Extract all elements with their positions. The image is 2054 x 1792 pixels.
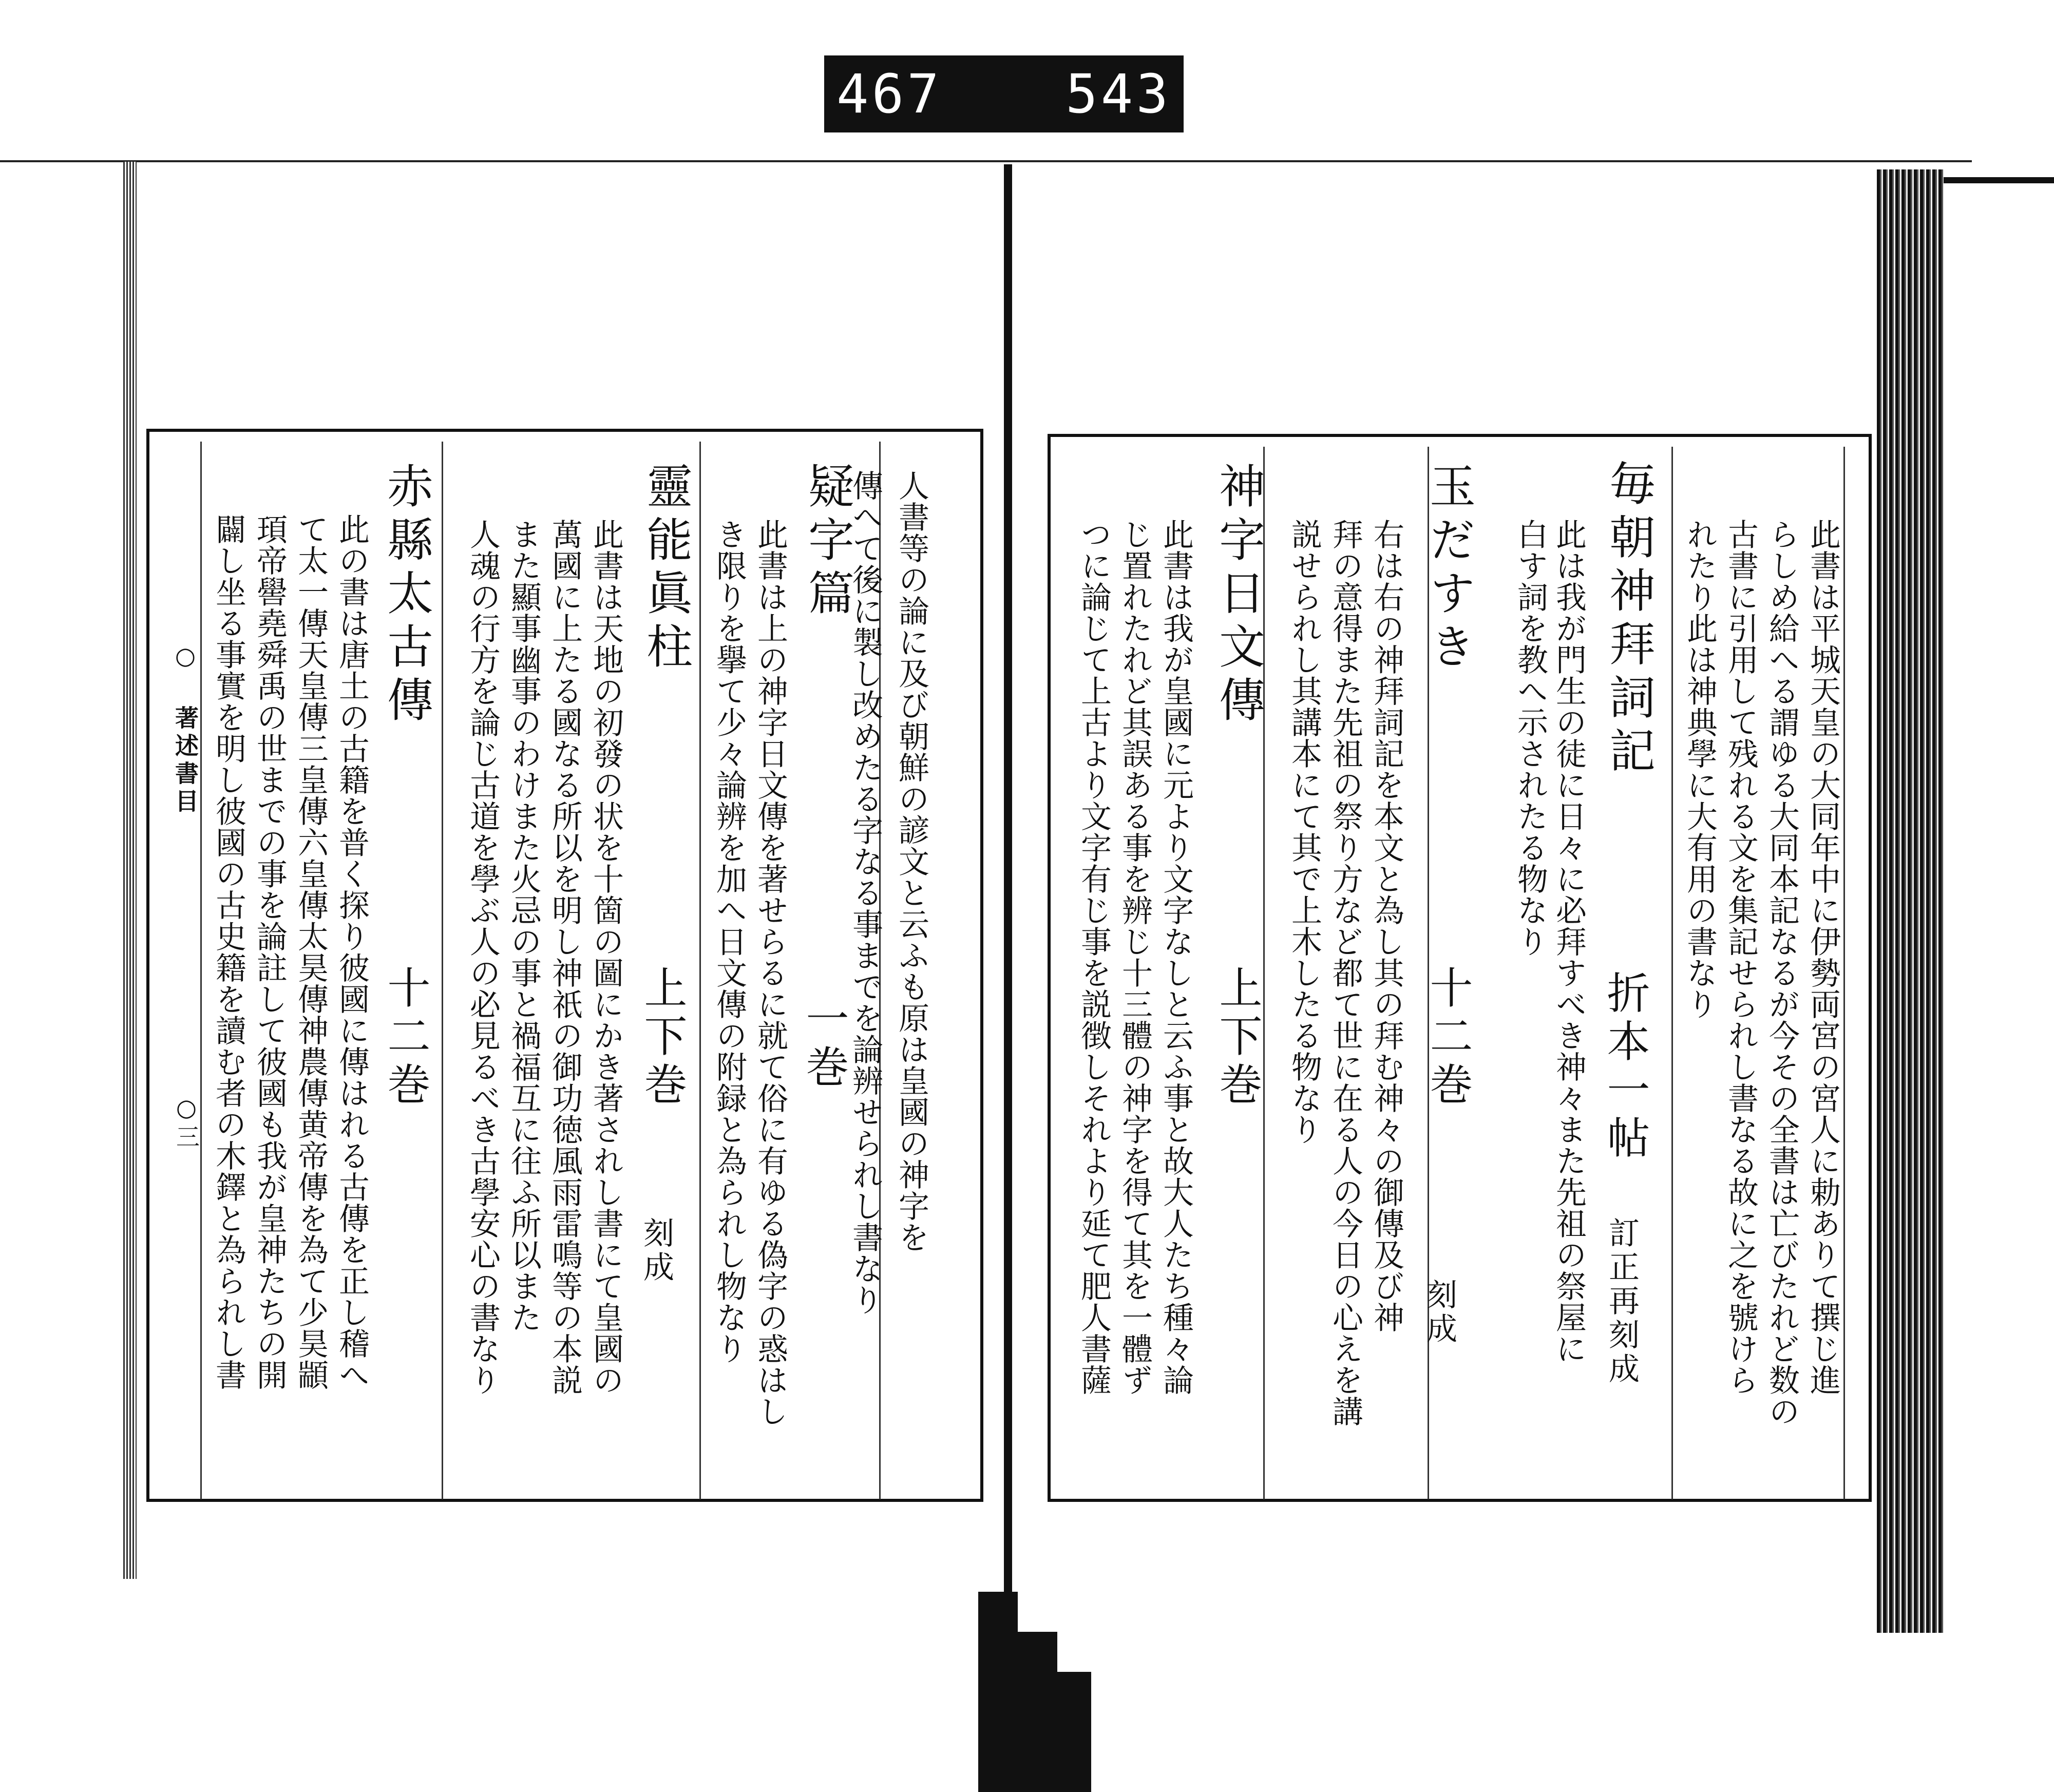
- volume-sekken-taikoden: 十二巻: [381, 965, 431, 1110]
- book-spine: [1004, 164, 1012, 1792]
- work-line: 白す詞を教へ示されたる物なり: [1512, 519, 1548, 957]
- work-title-gijihen: 疑字篇: [800, 462, 854, 622]
- work-title-shinji-hifumiden: 神字日文傳: [1211, 462, 1265, 729]
- status-tamanomihashira: 刻成: [638, 1217, 674, 1285]
- work-title-tamadasuki: 玉だすき: [1421, 462, 1475, 676]
- volume-shinji-hifumiden: 上下巻: [1212, 965, 1263, 1110]
- running-head: ○ 著述書目: [172, 642, 199, 816]
- top-rule-right: [1936, 177, 2054, 183]
- work-line: 此は我が門生の徒に日々に必拜すべき神々また先祖の祭屋に: [1551, 519, 1587, 1364]
- work-line: て太一傳天皇傳三皇傳六皇傳太昊傳神農傳黄帝傳を為て少昊顓: [293, 513, 329, 1390]
- work-title-sekken-taikoden: 赤縣太古傳: [379, 462, 433, 729]
- work-line: 萬國に上たる國なる所以を明し神祇の御功徳風雨雷鳴等の本説: [547, 519, 583, 1396]
- column-rule: [200, 442, 202, 1499]
- right-page-edge: [1877, 169, 1944, 1633]
- volume-gijihen: 一巻: [799, 996, 849, 1093]
- reel-number-right: 543: [1066, 63, 1171, 125]
- work-title-maichoshinpaishiki: 毎朝神拜詞記: [1601, 460, 1655, 780]
- work-title-tamanomihashira: 靈能眞柱: [638, 462, 692, 676]
- reel-label: [824, 55, 1184, 132]
- work-line: 右は右の神拜詞記を本文と為し其の拜む神々の御傳及び神: [1368, 519, 1404, 1333]
- volume-tamanomihashira: 上下巻: [637, 965, 688, 1110]
- work-line: じ置れたれど其誤ある事を辨じ十三體の神字を得て其を一體ず: [1117, 519, 1153, 1396]
- work-line: 拜の意得また先祖の祭り方など都て世に在る人の今日の心えを講: [1327, 519, 1363, 1427]
- work-line: 説せられし其講本にて其で上木したる物なり: [1286, 519, 1322, 1145]
- top-rule: [0, 160, 1972, 162]
- column-rule: [442, 442, 443, 1499]
- work-line: つに論じて上古より文字有じ事を説徴しそれより延て肥人書薩: [1076, 519, 1112, 1396]
- right-intro-line: 古書に引用して残れる文を集記せられし書なる故に之を號けら: [1723, 519, 1759, 1396]
- volume-tamadasuki: 十二巻: [1423, 965, 1473, 1110]
- status-tamadasuki: 刻成: [1421, 1279, 1457, 1346]
- spine-foot: [978, 1592, 1091, 1792]
- right-intro-line: 此書は平城天皇の大同年中に伊勢両宮の宮人に勅ありて撰じ進: [1805, 519, 1841, 1396]
- work-line: 人魂の行方を論じ古道を學ぶ人の必見るべき古學安心の書なり: [465, 519, 501, 1396]
- work-line: また顯事幽事のわけまた火忌の事と禍福互に往ふ所以また: [506, 519, 542, 1333]
- work-line: 此書は天地の初發の状を十箇の圖にかき著されし書にて皇國の: [588, 519, 624, 1396]
- left-page-edge: [123, 162, 137, 1579]
- right-intro-line: れたり此は神典學に大有用の書なり: [1682, 519, 1718, 1020]
- work-line: 闢し坐る事實を明し彼國の古史籍を讀む者の木鐸と為られし書: [211, 513, 246, 1390]
- left-intro-line: 傳へて後に製し改めたる字なる事までを論辨せられし書なり: [847, 470, 883, 1316]
- work-line: 頊帝嚳堯舜禹の世までの事を論註して彼國も我が皇神たちの開: [252, 513, 288, 1390]
- work-line: き限りを擧て少々論辨を加へ日文傳の附録と為られし物なり: [711, 519, 747, 1364]
- work-line: 此書は上の神字日文傳を著せらるに就て俗に有ゆる偽字の惑はし: [752, 519, 788, 1427]
- work-line: 此書は我が皇國に元より文字なしと云ふ事と故大人たち種々論: [1158, 519, 1194, 1396]
- status-maichoshinpaishiki: 訂正再刻成: [1604, 1217, 1640, 1386]
- volume-maichoshinpaishiki: 折本一帖: [1600, 970, 1650, 1164]
- column-rule: [1671, 447, 1673, 1499]
- reel-number-left: 467: [836, 63, 942, 125]
- work-line: 此の書は唐土の古籍を普く探り彼國に傳はれる古傳を正し稽へ: [334, 513, 370, 1390]
- column-rule: [699, 442, 701, 1499]
- right-intro-line: らしめ給へる謂ゆる大同本記なるが今その全書は亡びたれど数の: [1764, 519, 1800, 1427]
- left-intro-line: 人書等の論に及び朝鮮の諺文と云ふも原は皇國の神字を: [893, 470, 929, 1253]
- page-number: ○三: [173, 1094, 200, 1151]
